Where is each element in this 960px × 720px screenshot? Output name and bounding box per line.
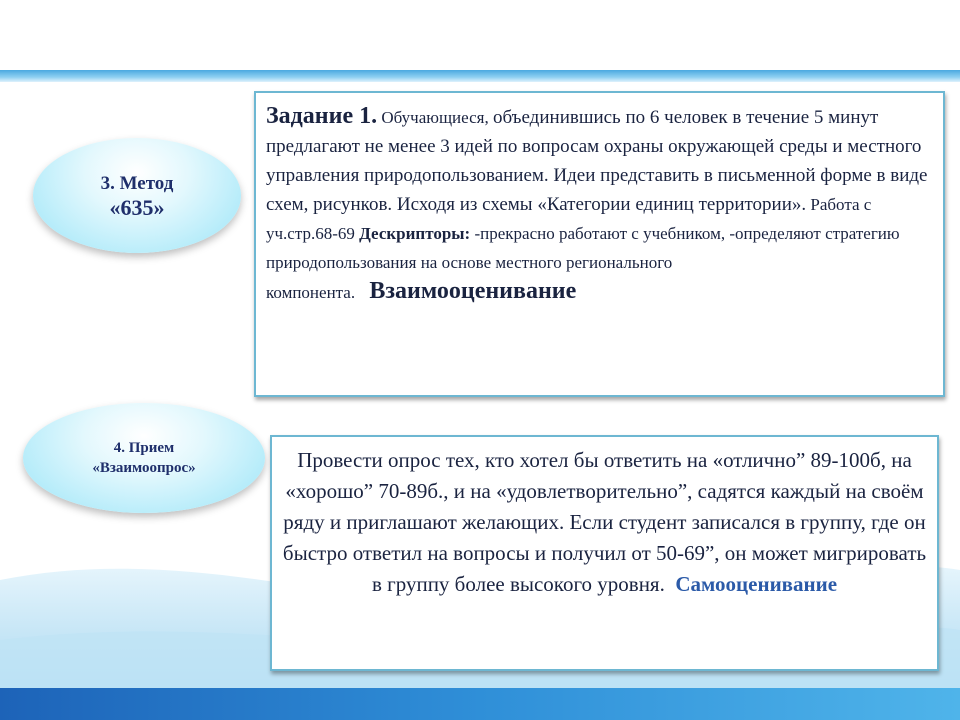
task-text-1: Обучающиеся, (377, 108, 493, 127)
task-title: Задание 1. (266, 103, 378, 129)
method-name-label: «635» (109, 194, 165, 220)
survey-assessment-label: Самооценивание (675, 572, 838, 596)
technique-number-label: 4. Прием (113, 440, 175, 456)
method-635-oval (33, 138, 241, 253)
survey-text: Провести опрос тех, кто хотел бы ответить на «отлично” 89-100б, на «хорошо” 70-89б., и на «удовлетворительно”, садятся каждый на своём ряду и приглашают желающих. Если студент записался в группу, где он быстро ответил на вопросы и получил от 50-69”, он может мигрировать в группу более высокого уровня. (282, 448, 927, 596)
descriptors-label: Дескрипторы: (359, 224, 471, 243)
task-assessment-label: Взаимооценивание (369, 278, 577, 304)
survey-box (270, 435, 939, 671)
method-number-label: 3. Метод (100, 172, 174, 194)
task-text-4: -прекрасно работают с учебником, -определяют стратегию природопользования на основе местного регионального компонента. (266, 224, 900, 302)
mutual-survey-oval (23, 403, 265, 513)
task-text-2: объединившись по 6 человек в течение 5 минут предлагают не менее 3 идей по вопросам охраны окружающей среды и местного управления природопользованием. Идеи представить в письменной форме в виде схем, рисунков. Исходя из схемы «Категории единиц территории». (266, 107, 928, 215)
task-text-3: Работа с уч.стр.68-69 (266, 195, 872, 243)
technique-name-label: «Взаимоопрос» (92, 460, 196, 476)
top-decor-band (0, 70, 960, 82)
task-1-box (254, 91, 945, 397)
